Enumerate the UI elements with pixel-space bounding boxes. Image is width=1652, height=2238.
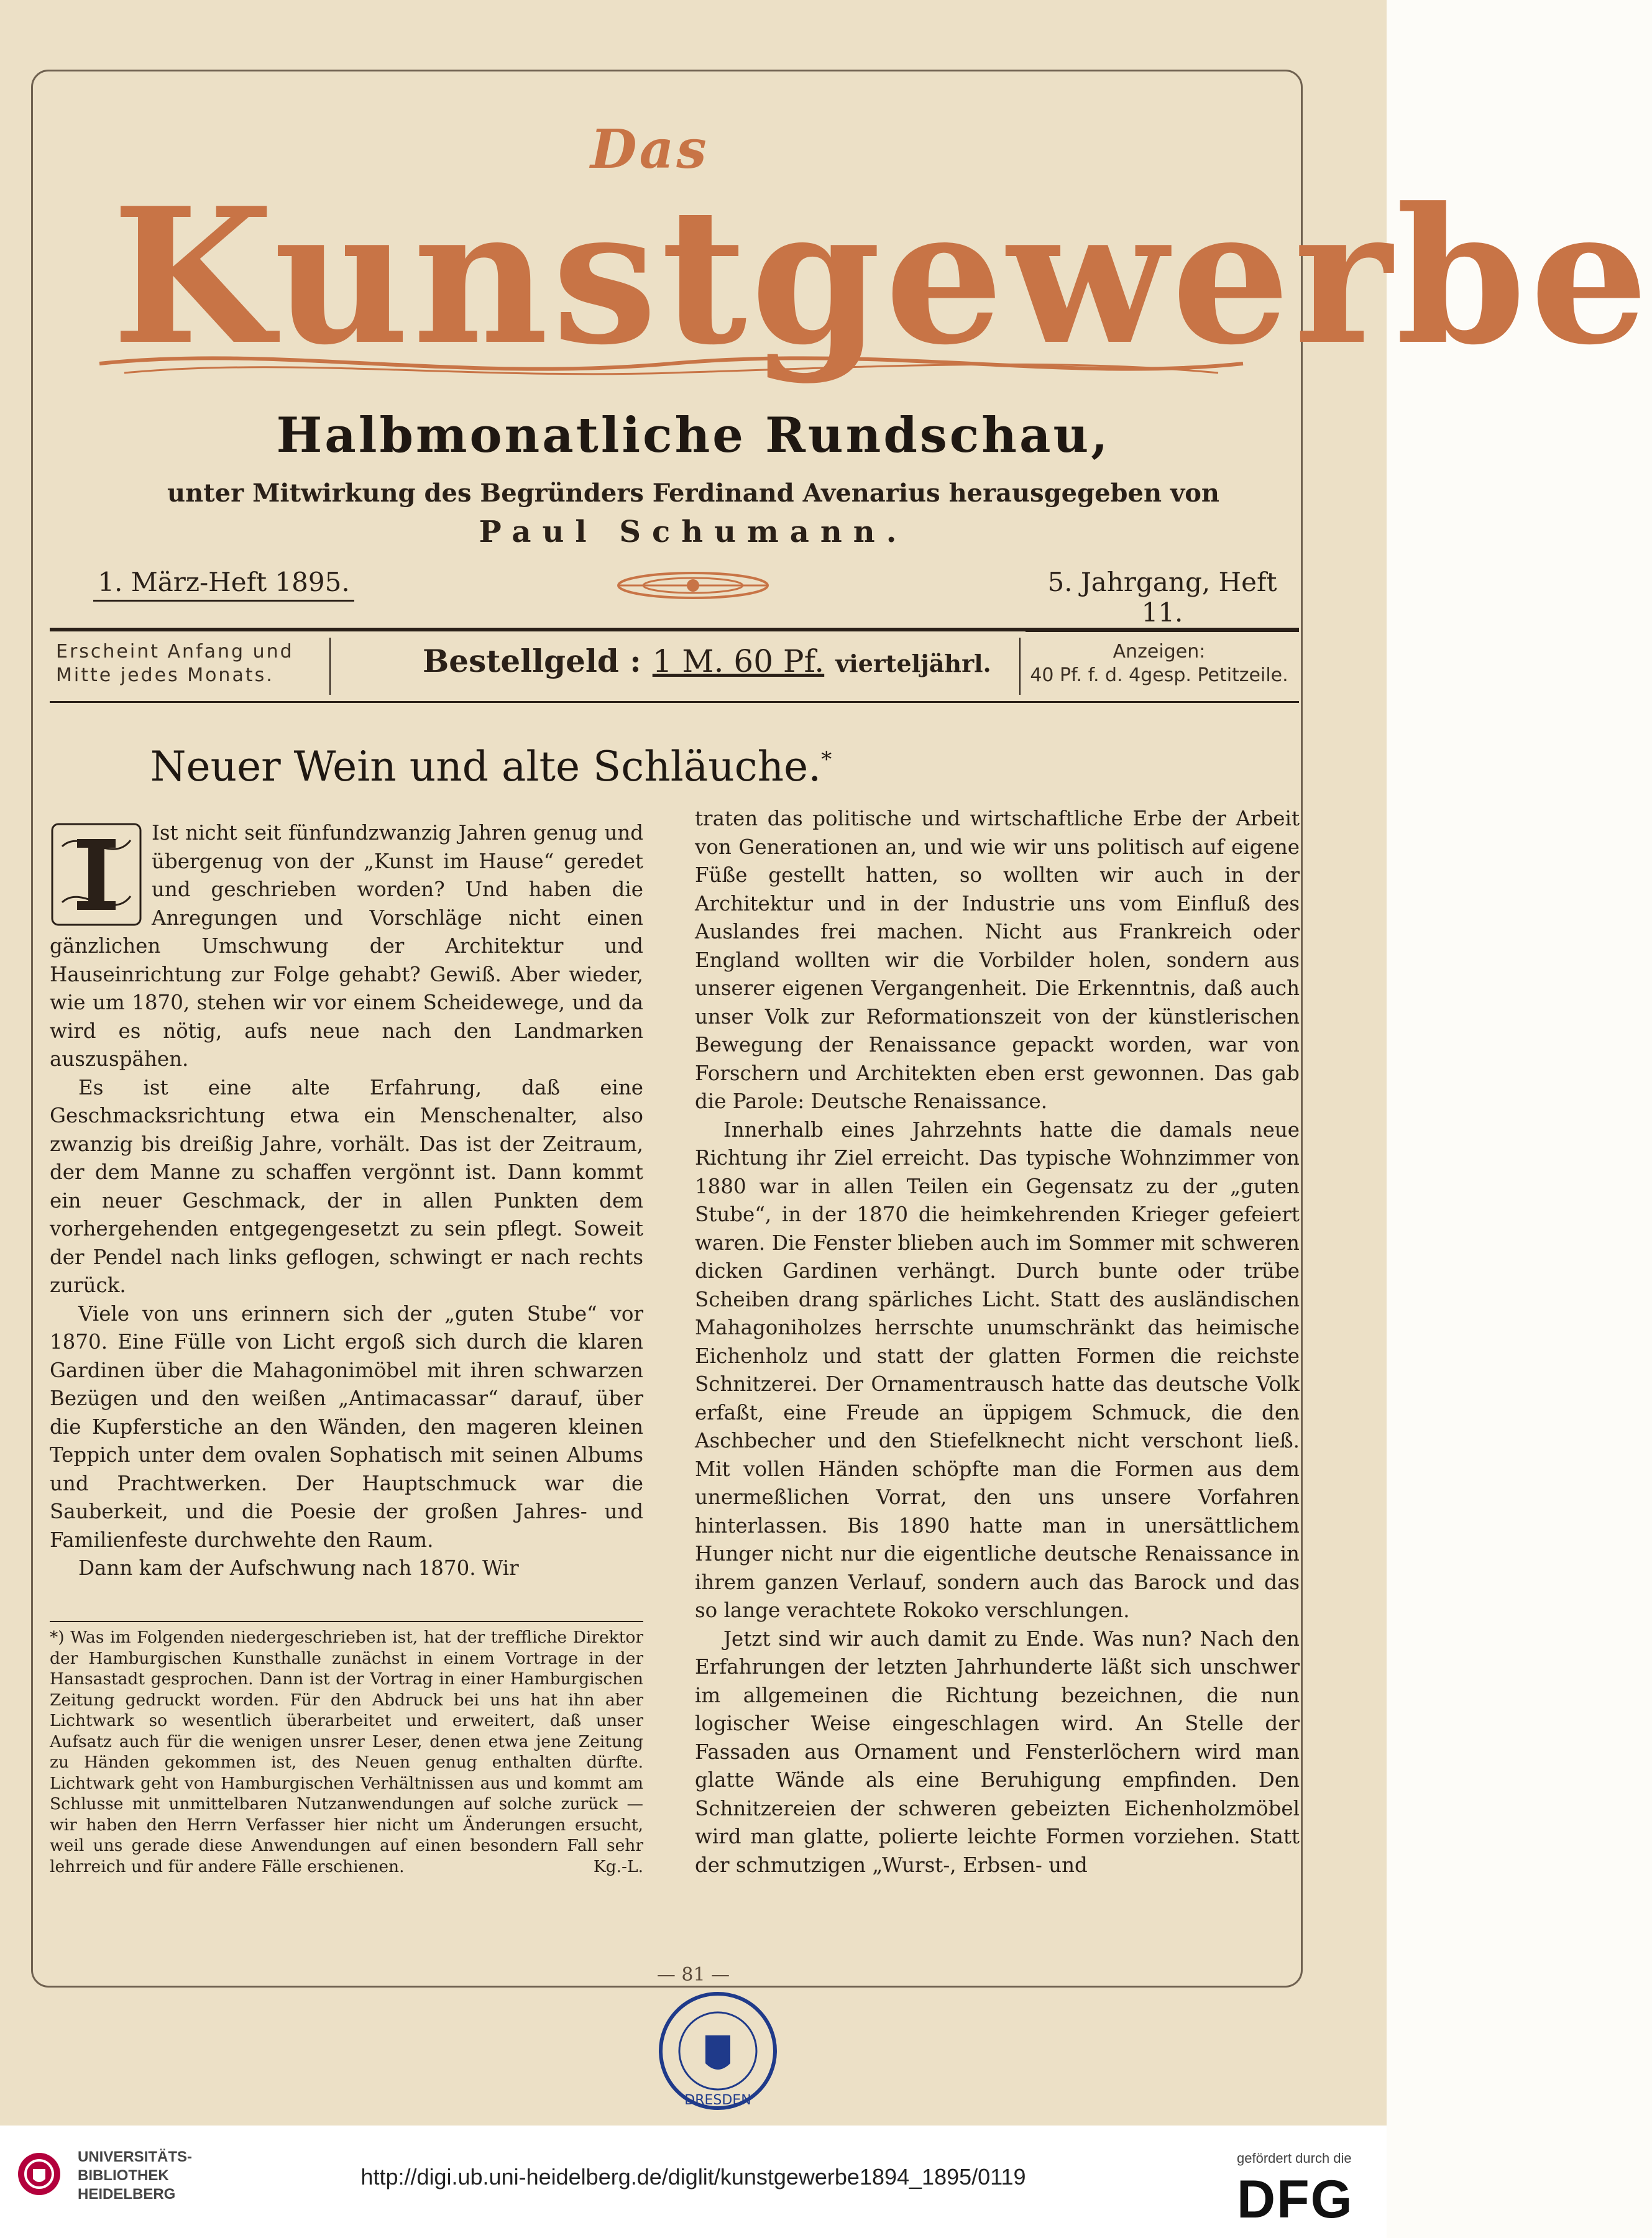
paragraph: Jetzt sind wir auch damit zu Ende. Was nun? Nach den Erfahrungen der letzten Jahrhunderte läßt sich unschwer im allgemeinen die Richtung bezeichnen, die nun logischer Weise eingeschlagen wird. An Stelle der Fassaden aus Ornament und Fensterlöchern wird man glatte Wände als eine Beruhigung empfinden. Den Schnitzereien der schweren gebeizten Eichenholzmöbel wird man glatte, polierte leichte Formen vorziehen. Statt der schmutzigen „Wurst-, Erbsen- und: [695, 1626, 1300, 1877]
footnote-rule: [50, 1621, 643, 1622]
advertising-rates: [1019, 640, 1299, 687]
permalink-url[interactable]: http://digi.ub.uni-heidelberg.de/diglit/kunstgewerbe1894_1895/0119: [360, 2164, 1026, 2190]
price-label: Bestellgeld :: [423, 643, 641, 679]
footnote-text: *) Was im Folgenden niedergeschrieben ist, hat der treffliche Direktor der Hamburgischen Kunsthalle zunächst in einem Vortrage in der Hansastadt gesprochen. Dann ist der Vortrag in einer Hamburgischen Zeitung gedruckt worden. Für den Abdruck bei uns hat ihn aber Lichtwark so wesentlich überarbeitet und erweitert, daß unser Aufsatz auch für die wenigen unsrer Leser, denen etwa jene Zeitung zu Händen gekommen ist, des Neuen genug enthalten dürfte. Lichtwark geht von Hamburgischen Verhältnissen aus und kommt am Schlusse mit unmittelbaren Nutzanwendungen auf solche zurück — wir haben den Herrn Verfasser hier nicht um Änderungen ersucht, weil uns gerade diese Anwendungen auf einen besondern Fall sehr lehrreich und für andere Fälle erschienen.: [50, 1628, 643, 1876]
institution-line: BIBLIOTHEK: [78, 2167, 169, 2184]
volume-issue: 5. Jahrgang, Heft 11.: [1026, 567, 1299, 632]
institution-line: UNIVERSITÄTS-: [78, 2149, 193, 2165]
subscription-price: [423, 643, 1019, 679]
editor-name: Paul Schumann.: [479, 515, 908, 549]
article-column-left: [50, 819, 643, 1583]
sponsor-note: gefördert durch die: [1237, 2150, 1352, 2166]
article-title: [0, 743, 982, 791]
ads-line: Anzeigen:: [1113, 641, 1206, 663]
price-period: vierteljährl.: [835, 649, 991, 677]
schedule-line: Erscheint Anfang und: [56, 641, 294, 663]
masthead-article: Das: [590, 118, 709, 181]
decorative-initial-I-icon: [50, 822, 143, 927]
paragraph: traten das politische und wirtschaftliche Erbe der Arbeit von Generationen an, und wie wir uns politisch auf eigene Füße gestellt hatten, so wollten wir auch in der Architektur und in der Industrie uns vom Einfluß des Auslandes frei machen. Nicht aus Frankreich oder England wollten wir die Vorbilder holen, sondern aus unserer eigenen Vergangenheit. Die Erkenntnis, daß auch unser Volk zur Reformationszeit von der künstlerischen Bewegung der Renaissance gepackt worden, war von Forschern und Architekten eben erst gewonnen. Das gab die Parole: Deutsche Renaissance.: [695, 807, 1300, 1113]
masthead: [87, 118, 1652, 410]
center-ornament: [606, 567, 780, 604]
schedule-line: Mitte jedes Monats.: [56, 664, 274, 686]
paragraph: Viele von uns erinnern sich der „guten Stube“ vor 1870. Eine Fülle von Licht ergoß sich durch die klaren Gardinen über die Mahagonimöbel mit ihren schwarzen Bezügen und den weißen „Antimacassar“ darauf, über die Kupferstiche an den Wänden, den mageren kleinen Teppich unter dem ovalen Sophatisch mit seinen Albums und Prachtwerken. Der Hauptschmuck war die Sauberkeit, und die Poesie der großen Jahres- und Familienfeste durchwehte den Raum.: [50, 1301, 643, 1552]
library-stamp-icon: [646, 1983, 789, 2119]
digitization-footer: [0, 2126, 1387, 2238]
masthead-flourish-ornament: [87, 342, 1255, 385]
paragraph: Ist nicht seit fünfundzwanzig Jahren genug und übergenug von der „Kunst im Hause“ geredet und geschrieben worden? Und haben die Anregungen und Vorschläge nicht einen gänzlichen Umschwung der Architektur und Hauseinrichtung zur Folge gehabt? Gewiß. Aber wieder, wie um 1870, stehen wir vor einem Scheidewege, und da wird es nötig, aufs neue nach den Landmarken auszuspähen.: [50, 821, 643, 1071]
institution-line: HEIDELBERG: [78, 2186, 176, 2203]
dfg-logo: DFG: [1237, 2170, 1354, 2229]
publisher-credit: unter Mitwirkung des Begründers Ferdinand Avenarius herausgegeben von: [167, 479, 1219, 508]
price-value: 1 M. 60 Pf.: [652, 643, 825, 679]
ads-line: 40 Pf. f. d. 4gesp. Petitzeile.: [1030, 664, 1288, 686]
stamp-text: DRESDEN: [684, 2093, 751, 2108]
paragraph: Dann kam der Aufschwung nach 1870. Wir: [78, 1556, 519, 1580]
paragraph: Es ist eine alte Erfahrung, daß eine Geschmacksrichtung etwa ein Menschenalter, also zwanzig bis dreißig Jahre, vorhält. Das ist der Zeitraum, der dem Manne zu schaffen vergönnt ist. Dann kommt ein neuer Geschmack, der in allen Punkten dem vorhergehenden entgegengesetzt zu sein pflegt. Soweit der Pendel nach links geflogen, schwingt er nach rechts zurück.: [50, 1075, 643, 1297]
subscription-info-bar: [50, 628, 1299, 703]
paragraph: Innerhalb eines Jahrzehnts hatte die damals neue Richtung ihr Ziel erreicht. Das typische Wohnzimmer von 1880 war in allen Teilen ein Gegensatz zu der „guten Stube“, in der 1870 die heimkehrenden Krieger gefeiert waren. Die Fenster blieben auch im Sommer mit schweren dicken Gardinen verhängt. Durch bunte oder trübe Scheiben drang spärliches Licht. Statt des ausländischen Mahagoniholzes herrschte unumschränkt das heimische Eichenholz und statt der glatten Formen die reichste Schnitzerei. Der Ornamentrausch hatte das deutsche Volk erfaßt, eine Freude an üppigem Schmuck, die den Aschbecher und den Stiefelknecht nicht verschont ließ. Mit vollen Händen schöpfte man die Formen aus dem unermeßlichen Vorrat, den uns unsere Vorfahren hinterlassen. Bis 1890 hatte man in unersättlichem Hunger nicht nur die eigentliche deutsche Renaissance in ihrem ganzen Verlauf, sondern auch das Barock und das so lange verachtete Rokoko verschlungen.: [695, 1117, 1300, 1622]
issue-date: 1. März-Heft 1895.: [93, 567, 354, 602]
divider: [329, 638, 331, 695]
publication-schedule: [56, 640, 329, 687]
footnote-signature: Kg.-L.: [593, 1856, 643, 1876]
subtitle: Halbmonatliche Rundschau,: [276, 407, 1111, 464]
footnote-mark: *: [821, 747, 832, 772]
article-column-right: [695, 805, 1300, 1879]
page-number: — 81 —: [656, 1964, 730, 1986]
masthead-title: Kunstgewerbe: [112, 167, 1652, 386]
article-title-text: Neuer Wein und alte Schläuche.: [150, 743, 822, 791]
footnote: [50, 1627, 643, 1877]
